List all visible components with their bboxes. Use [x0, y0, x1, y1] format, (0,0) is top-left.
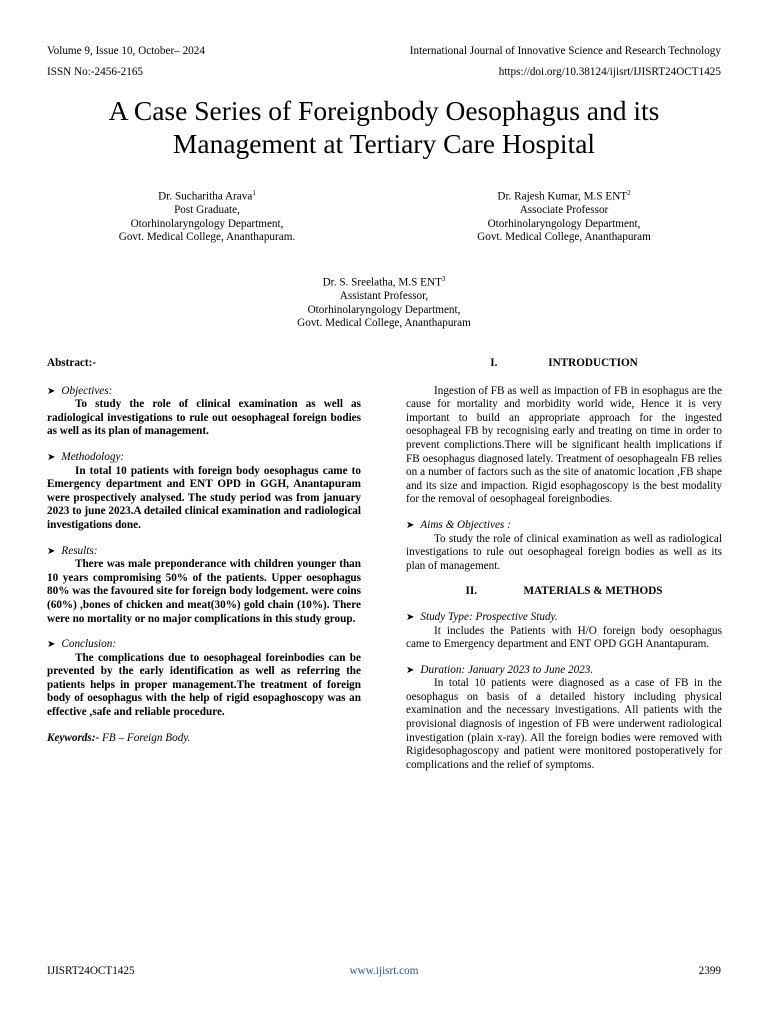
duration-label: Duration: January 2023 to June 2023. — [420, 663, 594, 676]
arrow-bullet-icon: ➤ — [47, 451, 56, 463]
footer-code: IJISRT24OCT1425 — [47, 965, 135, 977]
author-sup: 3 — [441, 275, 446, 283]
objectives-bullet — [47, 385, 361, 399]
author-role: Post Graduate, — [174, 204, 240, 217]
objectives-text: To study the role of clinical examination as well as radiological investigations to rule out oesophageal foreign bodies as well as its plan of management. — [47, 398, 361, 438]
section-number: II. — [465, 585, 477, 598]
author-role: Associate Professor — [519, 204, 609, 217]
study-type-bullet — [406, 611, 722, 625]
duration-text: In total 10 patients were diagnosed as a case of FB in the oesophagus on basis of a detailed history including physical examination and the necessary investigations. All patients with the provisional diagnosis of ingestion of FB were underwent radiological investigation (plain x-ray). All the foreign bodies were removed with Rigidesophagoscopy and patient were monitored postoperatively for complications and the relief of symptoms. — [406, 677, 722, 771]
methodology-label: Methodology: — [61, 450, 125, 463]
author-dept: Otorhinolaryngology Department, — [487, 217, 641, 230]
conclusion-label: Conclusion: — [61, 638, 117, 651]
author-name: Dr. S. Sreelatha, M.S ENT — [322, 276, 442, 289]
objectives-label: Objectives: — [61, 384, 113, 397]
author-sup: 1 — [252, 189, 256, 197]
results-label: Results: — [61, 544, 98, 557]
author-inst: Govt. Medical College, Ananthapuram — [477, 230, 651, 243]
aims-text: To study the role of clinical examination as well as radiological investigations to rule out oesophageal foreign bodies as well as its plan of management. — [406, 532, 722, 572]
arrow-bullet-icon: ➤ — [406, 611, 415, 623]
aims-bullet — [406, 519, 722, 533]
results-bullet — [47, 545, 361, 559]
duration-bullet — [406, 664, 722, 678]
study-type-label: Study Type: Prospective Study. — [420, 610, 558, 623]
doi-link[interactable]: https://doi.org/10.38124/ijisrt/IJISRT24OCT1425 — [498, 66, 721, 78]
arrow-bullet-icon: ➤ — [47, 545, 56, 557]
author-name: Dr. Rajesh Kumar, M.S ENT — [497, 190, 628, 203]
journal-name: International Journal of Innovative Science and Research Technology — [409, 45, 721, 57]
keywords — [47, 732, 361, 746]
author-1 — [60, 187, 354, 244]
author-2 — [416, 187, 712, 244]
author-dept: Otorhinolaryngology Department, — [307, 303, 461, 316]
results-text: There was male preponderance with children younger than 10 years compromising 50% of the patients. Upper oesophagus 80% was the favoured site for foreign body lodgement. were coins (60%) ,bones of chicken and meat(30%) gold chain (10%). There were no mortality or no major complications in this study group. — [47, 558, 361, 625]
author-sup: 2 — [627, 189, 631, 197]
abstract-column — [47, 357, 361, 745]
section-title: INTRODUCTION — [548, 357, 638, 369]
methodology-bullet — [47, 451, 361, 465]
title-line-1: A Case Series of Foreignbody Oesophagus and its — [108, 95, 660, 126]
intro-paragraph: Ingestion of FB as well as impaction of FB in esophagus are the cause for mortality and morbidity world wide, Hence it is very important to build an appropriate approach for the ingested oesophageal FB by recognising early and treating on time in order to prevent complictions.There will be significant health implications if FB oesophagus diagnosed lately. Treatment of oesophagealn FB relies on a number of factors such as the site of anatomic location ,FB shape and its size and impaction. Rigid esophagoscopy is the best modality for the removal of oesophageal foreignbodies. — [406, 384, 722, 506]
arrow-bullet-icon: ➤ — [406, 664, 415, 676]
intro-heading — [406, 357, 722, 371]
keywords-text: FB – Foreign Body. — [102, 731, 191, 744]
study-type-text: It includes the Patients with H/O foreign body oesophagus came to Emergency department and ENT OPD GGH Anantapuram. — [406, 624, 722, 651]
conclusion-bullet — [47, 638, 361, 652]
section-number: I. — [490, 357, 498, 369]
abstract-heading: Abstract:- — [47, 357, 97, 369]
author-role: Assistant Professor, — [339, 290, 429, 303]
body-column — [406, 357, 722, 772]
methodology-text: In total 10 patients with foreign body oesophagus came to Emergency department and ENT OPD in GGH, Anantapuram were prospectively analysed. The study period was from january 2023 to june 2023.A detailed clinical examination and radiological investigations done. — [47, 464, 361, 531]
author-dept: Otorhinolaryngology Department, — [130, 217, 284, 230]
footer-site-link[interactable]: www.ijisrt.com — [349, 965, 419, 977]
conclusion-text: The complications due to oesophageal foreinbodies can be prevented by the early identification as well as referring the patients helps in proper management.The treatment of foreign body of oesophagus with the help of rigid esopaghoscopy was an effective ,safe and reliable procedure. — [47, 651, 361, 719]
aims-label: Aims & Objectives : — [420, 518, 511, 531]
author-name: Dr. Sucharitha Arava — [158, 190, 253, 203]
arrow-bullet-icon: ➤ — [47, 385, 56, 397]
page-number: 2399 — [698, 965, 721, 977]
author-inst: Govt. Medical College, Ananthapuram — [297, 316, 471, 329]
arrow-bullet-icon: ➤ — [47, 639, 56, 651]
author-inst: Govt. Medical College, Ananthapuram. — [118, 230, 296, 243]
title-line-2: Management at Tertiary Care Hospital — [172, 128, 596, 159]
volume-info: Volume 9, Issue 10, October– 2024 — [47, 45, 205, 57]
methods-heading — [406, 585, 722, 599]
author-3 — [234, 273, 534, 330]
arrow-bullet-icon: ➤ — [406, 519, 415, 531]
issn: ISSN No:-2456-2165 — [47, 66, 144, 78]
section-title: MATERIALS & METHODS — [523, 585, 663, 598]
keywords-label: Keywords:- — [47, 731, 100, 744]
paper-title — [40, 94, 728, 160]
